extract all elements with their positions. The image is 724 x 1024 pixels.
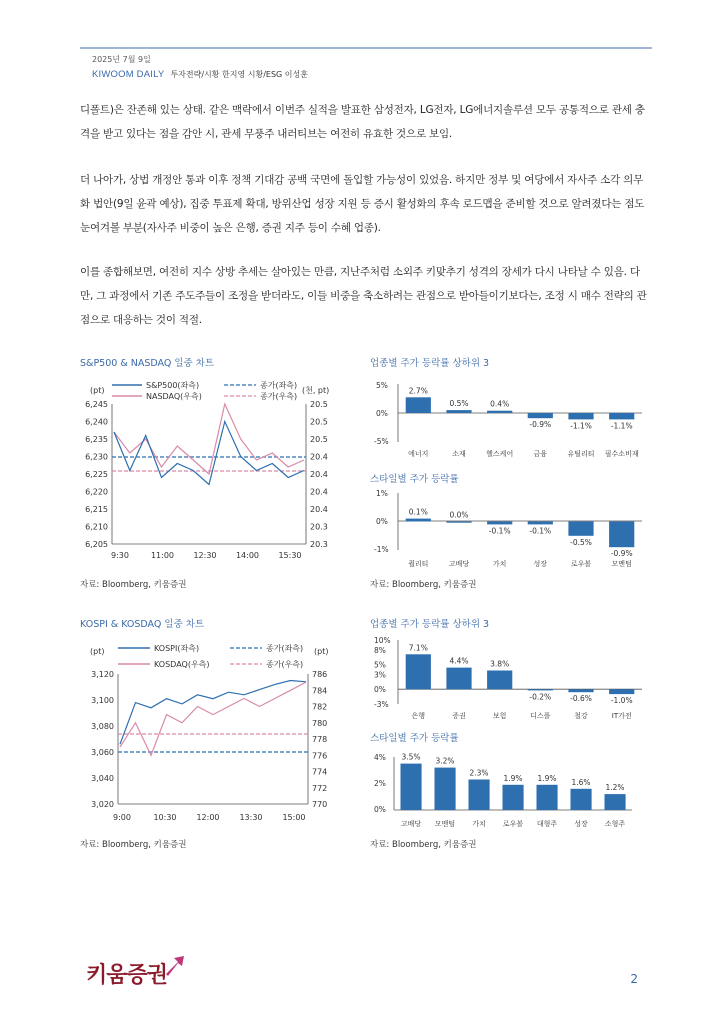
bar-category-label: 증권 [452, 712, 466, 720]
tick: 0% [376, 409, 388, 418]
bar-data-label: 3.5% [401, 752, 421, 762]
kr-style-chart [366, 746, 656, 834]
bar-category-label: 고배당 [400, 820, 422, 828]
bar [528, 522, 553, 525]
axis-tick-label: 3,020 [91, 800, 114, 809]
logo-text: 키움증권 [86, 963, 168, 988]
bar-category-label: 보험 [492, 712, 507, 720]
axis-tick-label: 774 [312, 767, 328, 777]
bar-category-label: 모멘텀 [611, 560, 632, 568]
kr-style-title: 스타일별 주가 등락률 [370, 733, 459, 744]
axis-tick-label: 20.3 [310, 522, 328, 532]
us-chart-title: S&P500 & NASDAQ 일중 차트 [80, 358, 215, 369]
axis-tick-label: 15:00 [282, 813, 306, 822]
tick: 1% [376, 489, 388, 498]
bar-category-label: IT가전 [611, 712, 632, 720]
axis-tick-label: 6,245 [85, 400, 108, 409]
bar [528, 413, 553, 418]
axis-tick-label: 3,080 [91, 722, 114, 731]
bar-data-label: -0.2% [529, 692, 552, 702]
legend-close-right: 종가(우측) [260, 392, 298, 401]
bar [446, 522, 471, 523]
tick: -1% [374, 545, 389, 554]
legend-sp500: S&P500(좌측) [146, 381, 200, 390]
bar-data-label: 1.9% [503, 773, 523, 783]
bar [446, 410, 471, 413]
axis-tick-label: 782 [312, 702, 328, 712]
axis-tick-label: 0% [374, 685, 386, 695]
bar-category-label: 고배당 [448, 560, 470, 568]
bar-category-label: 에너지 [408, 450, 429, 458]
bar-data-label: -0.5% [570, 537, 592, 547]
kr-left-unit: (pt) [90, 647, 105, 656]
bar-data-label: 4.4% [449, 656, 469, 666]
paragraph-3: 이를 종합해보면, 여전히 지수 상방 추세는 살아있는 만큼, 지난주처럼 소외주 키맞추기 성격의 장세가 다시 나타날 수 있음. 다만, 그 과정에서 기존 주도주들이 조정을 받더라도, 이들 비중을 축소하려는 관점으로 받아들이기보다는, 조정 시 매수 전략의 관점으로 대응하는 것이 적절. [80, 266, 647, 326]
axis-tick-label: 6,210 [85, 522, 108, 532]
kr-line-chart [76, 634, 348, 830]
header-divider [80, 47, 652, 49]
bar-category-label: 가치 [492, 560, 507, 568]
us-style-chart [366, 488, 656, 576]
legend-kospi: KOSPI(좌측) [154, 644, 200, 653]
bar-data-label: 0.4% [490, 399, 510, 409]
axis-tick-label: 20.5 [310, 417, 328, 427]
bar [528, 689, 553, 690]
axis-tick-label: -3% [374, 700, 389, 709]
legend-kosdaq: KOSDAQ(우측) [154, 660, 210, 669]
bar-data-label: 2.3% [469, 768, 489, 778]
paragraph-1: 디폴트)은 잔존해 있는 상태. 같은 맥락에서 이번주 실적을 발표한 삼성전자, LG전자, LG에너지솔루션 모두 공통적으로 관세 충격을 받고 있다는 점을 감안 시, 관세 무풍주 내러티브는 여전히 유효한 것으로 보임. [80, 104, 645, 140]
bar [571, 789, 592, 810]
axis-tick-label: 3,040 [91, 774, 114, 783]
bar-data-label: 0.5% [449, 399, 469, 409]
us-sector-title: 업종별 주가 등락률 상하위 3 [370, 358, 490, 369]
axis-tick-label: 5% [374, 660, 386, 670]
kr-right-unit: (pt) [314, 647, 329, 656]
bar-category-label: 소재 [452, 450, 466, 458]
bar-data-label: -0.1% [488, 526, 511, 536]
axis-tick-label: 784 [312, 686, 328, 696]
axis-tick-label: 6,215 [85, 505, 108, 514]
bar-category-label: 로우볼 [502, 820, 524, 828]
bar [469, 780, 490, 811]
kr-chart-source: 자료: Bloomberg, 키움증권 [80, 840, 187, 850]
axis-tick-label: 3,120 [91, 670, 114, 679]
axis-tick-label: 3,060 [91, 748, 114, 757]
us-right-ticks [310, 400, 328, 549]
bar-category-label: 대형주 [536, 820, 558, 828]
kr-left-ticks [91, 670, 114, 809]
company-logo [86, 958, 167, 989]
bar [487, 671, 512, 690]
axis-tick-label: 20.5 [310, 400, 328, 409]
bar [435, 768, 456, 810]
bar [487, 522, 512, 525]
page-number: 2 [630, 972, 638, 986]
us-sector-bars [406, 386, 639, 458]
us-style-bars [406, 508, 635, 568]
bar-data-label: -0.9% [529, 420, 552, 430]
axis-tick-label: 20.5 [310, 435, 328, 444]
kosdaq-series-line [120, 682, 306, 755]
kr-chart-title: KOSPI & KOSDAQ 일중 차트 [80, 619, 205, 630]
bar [406, 397, 431, 413]
bar-category-label: 성장 [533, 560, 548, 568]
axis-tick-label: 20.3 [310, 540, 328, 549]
bar-category-label: 금융 [533, 450, 548, 458]
nasdaq-series-line [114, 404, 304, 474]
axis-tick-label: 776 [312, 751, 328, 761]
axis-tick-label: 6,220 [85, 487, 108, 497]
axis-tick-label: 770 [312, 800, 328, 809]
bar [406, 654, 431, 689]
axis-tick-label: 12:30 [193, 551, 217, 560]
us-line-chart [76, 372, 348, 568]
bar-data-label: 0.1% [408, 507, 428, 517]
bar-category-label: 디스플 [530, 712, 551, 720]
axis-tick-label: 786 [312, 670, 328, 679]
axis-tick-label: 780 [312, 718, 328, 728]
bar-data-label: 3.8% [490, 659, 510, 669]
bar [487, 411, 512, 413]
bar [568, 413, 593, 419]
axis-tick-label: 11:00 [150, 551, 175, 560]
tick: 4% [374, 753, 386, 762]
axis-tick-label: 6,230 [85, 452, 108, 462]
kospi-series-line [120, 681, 306, 745]
axis-tick-label: 20.4 [310, 452, 328, 462]
axis-tick-label: 3% [374, 670, 386, 680]
axis-tick-label: 6,205 [85, 540, 108, 549]
tick: 0% [374, 805, 386, 814]
bar-data-label: -0.6% [570, 694, 592, 704]
legend-close-left: 종가(좌측) [260, 381, 298, 390]
bar [446, 668, 471, 690]
bar [537, 785, 558, 810]
tick: 5% [376, 381, 388, 390]
us-style-title: 스타일별 주가 등락률 [370, 474, 459, 485]
kr-sector-chart [366, 634, 656, 726]
bar-data-label: 1.6% [571, 777, 591, 787]
logo-arrow-icon [164, 954, 186, 976]
us-chart-source: 자료: Bloomberg, 키움증권 [80, 580, 187, 590]
bar [406, 519, 431, 522]
bar-data-label: -1.1% [570, 421, 592, 431]
axis-tick-label: 20.4 [310, 487, 328, 497]
report-header [92, 69, 308, 80]
axis-tick-label: 14:00 [235, 551, 260, 560]
kr-bar-source: 자료: Bloomberg, 키움증권 [370, 840, 477, 850]
kr-x-ticks [113, 813, 306, 822]
axis-tick-label: 778 [312, 735, 328, 744]
axis-tick-label: 12:00 [196, 813, 220, 822]
kr-style-bars [401, 753, 626, 828]
axis-tick-label: 8% [374, 645, 386, 655]
brand-name: KIWOOM DAILY [92, 69, 165, 80]
axis-tick-label: 9:00 [113, 813, 131, 822]
bar [609, 413, 634, 419]
us-sector-chart [366, 372, 656, 464]
axis-tick-label: 6,235 [85, 435, 108, 444]
bar-category-label: 유틸리티 [567, 450, 595, 458]
legend-close-left: 종가(좌측) [266, 644, 304, 653]
bar-data-label: -0.9% [610, 549, 633, 559]
axis-tick-label: 6,225 [85, 470, 108, 479]
us-right-unit: (천, pt) [302, 386, 330, 395]
axis-tick-label: 20.4 [310, 505, 328, 514]
bar-category-label: 성장 [574, 820, 588, 828]
axis-tick-label: 13:30 [239, 813, 263, 822]
kr-right-ticks [312, 670, 327, 809]
kr-sector-title: 업종별 주가 등락률 상하위 3 [370, 619, 490, 630]
bar [605, 794, 626, 810]
us-left-unit: (pt) [90, 386, 105, 395]
bar-category-label: 은행 [411, 712, 426, 720]
axis-tick-label: 3,100 [91, 696, 114, 705]
bar-data-label: 7.1% [408, 643, 428, 653]
bar [609, 689, 634, 694]
legend-close-right: 종가(우측) [266, 660, 304, 669]
axis-tick-label: 772 [312, 783, 328, 793]
kr-sector-bars [406, 643, 635, 720]
bar [568, 689, 593, 692]
bar [609, 522, 634, 548]
bar-data-label: -0.1% [529, 526, 552, 536]
bar [401, 764, 422, 810]
report-date: 2025년 7월 9일 [92, 55, 151, 64]
bar-category-label: 모멘텀 [434, 820, 456, 828]
axis-tick-label: 6,240 [85, 417, 108, 427]
axis-tick-label: 20.4 [310, 470, 328, 479]
tick: -5% [374, 437, 389, 446]
bar-data-label: 3.2% [435, 756, 455, 766]
bar-data-label: 2.7% [408, 386, 428, 396]
bar-category-label: 로우볼 [570, 560, 592, 568]
bar-category-label: 필수소비재 [604, 450, 639, 458]
bar [503, 785, 524, 810]
bar-data-label: -1.0% [610, 696, 633, 706]
bar-data-label: 0.0% [449, 510, 469, 520]
axis-tick-label: 10% [374, 636, 391, 645]
bar [568, 522, 593, 536]
paragraph-2: 더 나아가, 상법 개정안 통과 이후 정책 기대감 공백 국면에 돌입할 가능성이 있었음. 하지만 정부 및 여당에서 자사주 소각 의무화 법안(9일 윤곽 예상), 집중 투표제 확대, 방위산업 성장 지원 등 증시 활성화의 후속 로드맵을 준비할 것으로 알려졌다는 점도 눈여겨볼 부분(자사주 비중이 높은 은행, 증권 지주 등이 수혜 업종). [80, 174, 645, 234]
us-left-ticks [85, 400, 108, 549]
bar-data-label: 1.9% [537, 773, 557, 783]
bar-data-label: 1.2% [605, 783, 625, 793]
bar-category-label: 퀄리티 [408, 560, 429, 568]
axis-tick-label: 9:30 [111, 551, 129, 560]
bar-category-label: 가치 [472, 820, 486, 828]
axis-tick-label: 10:30 [153, 813, 177, 822]
tick: 0% [376, 517, 388, 526]
us-x-ticks [111, 551, 302, 560]
bar-category-label: 철강 [574, 712, 588, 720]
bar-category-label: 헬스케어 [486, 450, 514, 458]
sp500-series-line [114, 422, 304, 485]
bar-category-label: 소형주 [604, 820, 626, 828]
tick: 2% [374, 779, 386, 788]
report-category: 투자전략/시황 한지영 시황/ESG 이성훈 [170, 70, 308, 79]
legend-nasdaq: NASDAQ(우측) [146, 392, 202, 401]
bar-data-label: -1.1% [610, 421, 633, 431]
axis-tick-label: 15:30 [278, 551, 302, 560]
us-bar-source: 자료: Bloomberg, 키움증권 [370, 580, 477, 590]
